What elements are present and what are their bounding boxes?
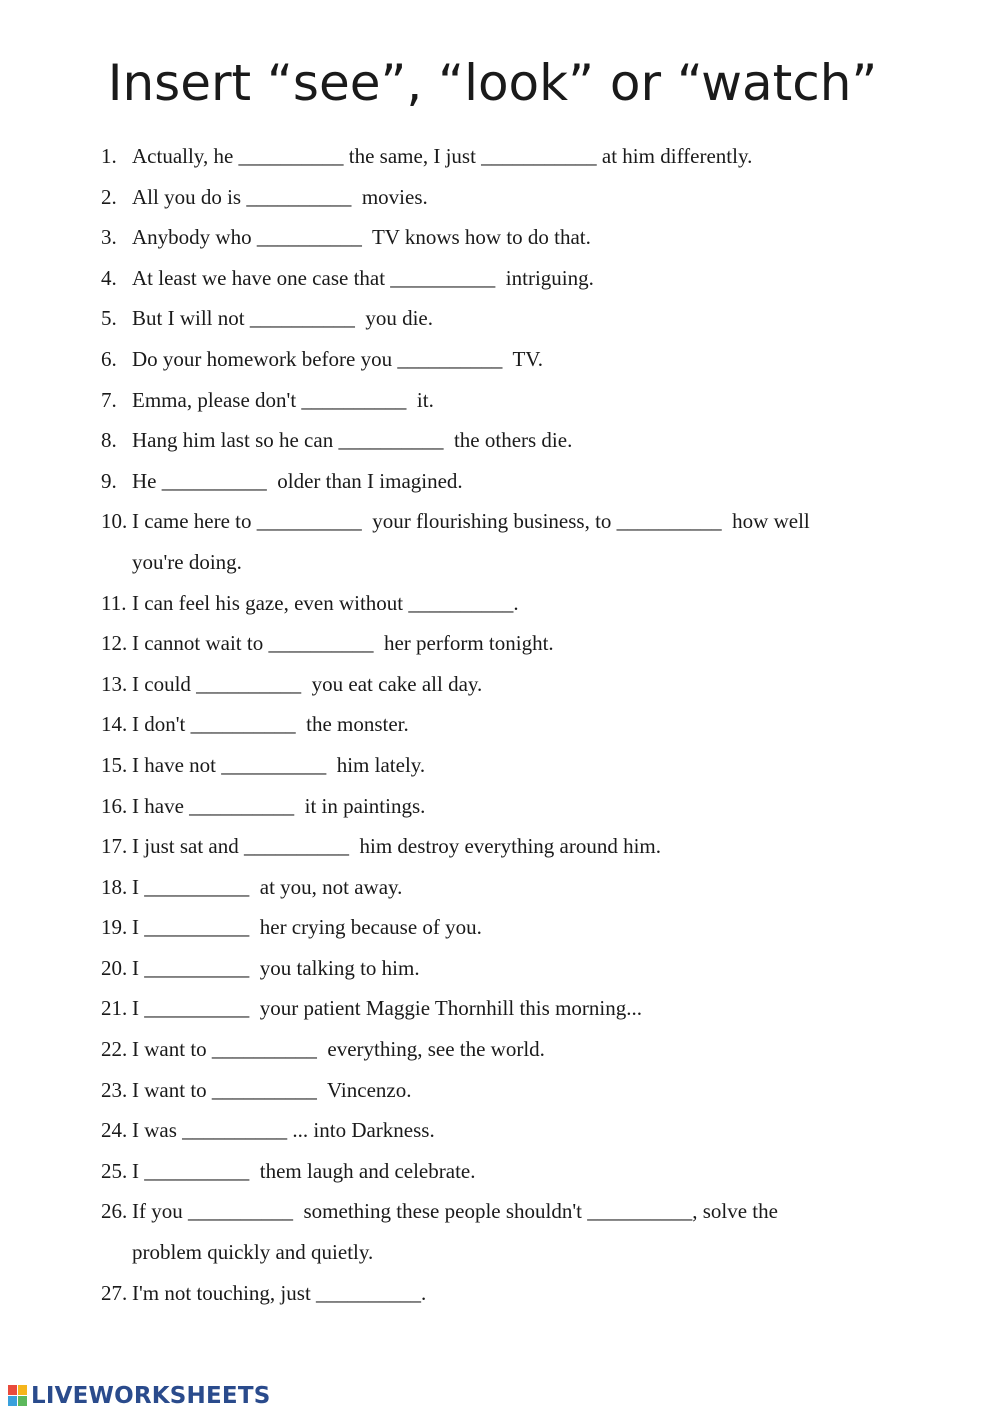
- list-item: [101, 1033, 961, 1074]
- list-item: [101, 749, 961, 790]
- list-item: [101, 343, 961, 384]
- item-text: I have __________ it in paintings.: [132, 793, 426, 818]
- list-item: [101, 992, 961, 1033]
- item-text: I was __________ ... into Darkness.: [132, 1118, 435, 1143]
- item-number: 19.: [101, 915, 128, 940]
- item-number: 21.: [101, 996, 128, 1021]
- item-number: 26.: [101, 1199, 128, 1224]
- item-text: Emma, please don't __________ it.: [132, 387, 434, 412]
- item-number: 16.: [101, 793, 128, 818]
- item-number: 11.: [101, 590, 127, 615]
- item-text: If you __________ something these people shouldn't __________, solve the: [132, 1199, 778, 1224]
- page-title: Insert “see”, “look” or “watch”: [107, 54, 878, 112]
- item-number: 10.: [101, 509, 128, 534]
- item-text: I can feel his gaze, even without __________.: [132, 590, 519, 615]
- list-item: [101, 587, 961, 628]
- item-number: 9.: [101, 468, 117, 493]
- item-text: Actually, he __________ the same, I just ___________ at him differently.: [132, 144, 753, 168]
- item-text: But I will not __________ you die.: [132, 306, 433, 331]
- item-number: 5.: [101, 306, 117, 331]
- item-text: I __________ her crying because of you.: [132, 915, 482, 940]
- list-item: [101, 140, 961, 181]
- item-text: I have not __________ him lately.: [132, 752, 426, 777]
- item-number: 7.: [101, 387, 117, 412]
- list-item: [101, 952, 961, 993]
- item-text: I want to __________ Vincenzo.: [132, 1077, 412, 1102]
- list-item: [101, 1195, 961, 1276]
- brand-name: LIVEWORKSHEETS: [31, 1383, 271, 1409]
- list-item: [101, 262, 961, 303]
- list-item: [101, 668, 961, 709]
- exercise-list: [101, 140, 961, 1317]
- item-number: 15.: [101, 752, 128, 777]
- list-item: [101, 1074, 961, 1115]
- item-text-continued: problem quickly and quietly.: [132, 1240, 374, 1265]
- item-text: I'm not touching, just __________.: [132, 1280, 427, 1305]
- list-item: [101, 871, 961, 912]
- item-text: Hang him last so he can __________ the others die.: [132, 428, 573, 453]
- item-text: At least we have one case that __________ intriguing.: [132, 265, 594, 290]
- item-number: 24.: [101, 1118, 128, 1143]
- item-text: I __________ you talking to him.: [132, 955, 420, 980]
- list-item: [101, 505, 961, 586]
- list-item: [101, 384, 961, 425]
- item-text: I cannot wait to __________ her perform tonight.: [132, 631, 554, 656]
- item-text: All you do is __________ movies.: [132, 184, 428, 209]
- list-item: [101, 790, 961, 831]
- item-number: 8.: [101, 428, 117, 453]
- item-number: 14.: [101, 712, 128, 737]
- item-text-continued: you're doing.: [132, 549, 242, 574]
- item-text: I __________ them laugh and celebrate.: [132, 1158, 476, 1183]
- list-item: [101, 830, 961, 871]
- item-text: I just sat and __________ him destroy everything around him.: [132, 834, 662, 859]
- item-number: 20.: [101, 955, 128, 980]
- item-number: 25.: [101, 1158, 128, 1183]
- item-text: I don't __________ the monster.: [132, 712, 409, 737]
- item-text: He __________ older than I imagined.: [132, 468, 463, 493]
- item-number: 3.: [101, 225, 117, 250]
- item-number: 12.: [101, 631, 128, 656]
- item-number: 6.: [101, 346, 117, 371]
- list-item: [101, 465, 961, 506]
- item-text: I came here to __________ your flourishing business, to __________ how well: [132, 509, 810, 534]
- footer-brand: [8, 1381, 270, 1411]
- item-number: 1.: [101, 144, 117, 168]
- liveworksheets-logo-icon: [8, 1385, 28, 1407]
- item-text: I want to __________ everything, see the world.: [132, 1037, 545, 1062]
- list-item: [101, 627, 961, 668]
- list-item: [101, 708, 961, 749]
- item-number: 18.: [101, 874, 128, 899]
- item-text: Do your homework before you __________ TV.: [132, 346, 544, 371]
- item-number: 4.: [101, 265, 117, 290]
- list-item: [101, 424, 961, 465]
- item-text: I __________ at you, not away.: [132, 874, 403, 899]
- list-item: [101, 1155, 961, 1196]
- item-number: 2.: [101, 184, 117, 209]
- item-text: I could __________ you eat cake all day.: [132, 671, 483, 696]
- list-item: [101, 181, 961, 222]
- item-number: 23.: [101, 1077, 128, 1102]
- list-item: [101, 221, 961, 262]
- list-item: [101, 911, 961, 952]
- list-item: [101, 1277, 961, 1318]
- item-number: 22.: [101, 1037, 128, 1062]
- item-number: 13.: [101, 671, 128, 696]
- item-number: 27.: [101, 1280, 128, 1305]
- item-number: 17.: [101, 834, 128, 859]
- list-item: [101, 1114, 961, 1155]
- item-text: I __________ your patient Maggie Thornhill this morning...: [132, 996, 642, 1021]
- list-item: [101, 302, 961, 343]
- item-text: Anybody who __________ TV knows how to do that.: [132, 225, 591, 250]
